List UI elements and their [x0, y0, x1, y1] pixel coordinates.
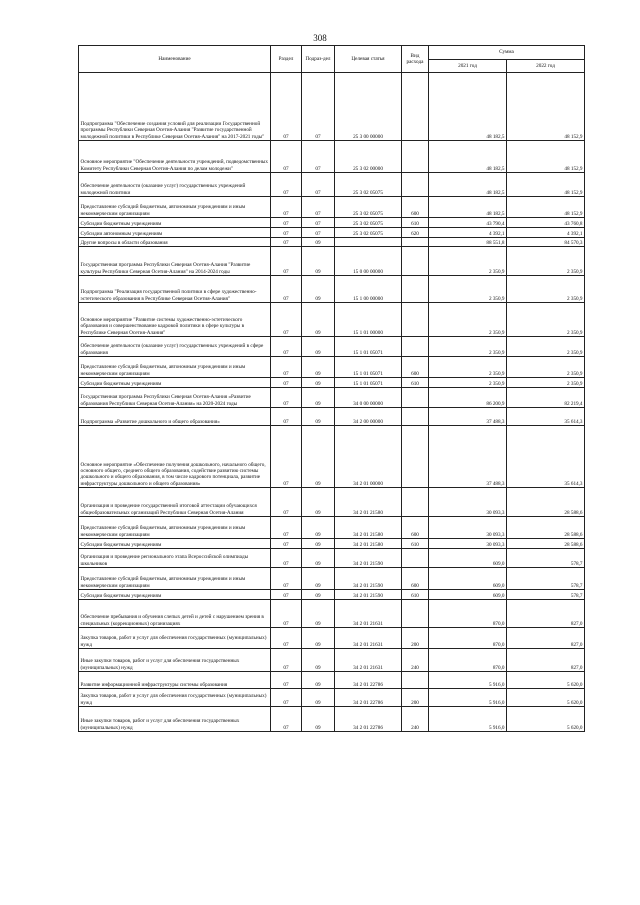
row-sum-2022: 35 614,3	[507, 426, 585, 488]
row-sum-2021: 5 916,0	[429, 707, 507, 732]
row-sum-2021: 5 916,0	[429, 672, 507, 689]
row-sum-2021: 2 350,9	[429, 276, 507, 303]
header-2021: 2021 год	[429, 60, 507, 73]
row-target-code: 34 2 01 21580	[335, 517, 402, 539]
row-name: Иные закупки товаров, работ и услуг для обеспечения государственных (муниципальных) нужд	[79, 707, 271, 732]
row-sum-2021: 30 093,3	[429, 488, 507, 517]
row-section: 07	[271, 378, 302, 388]
table-row	[79, 218, 585, 228]
row-expense-type: 200	[402, 689, 429, 707]
row-sum-2021: 870,0	[429, 649, 507, 672]
row-expense-type	[402, 303, 429, 337]
row-expense-type	[402, 388, 429, 408]
row-name: Обеспечение деятельности (оказание услуг) государственных учреждений в сфере образования	[79, 337, 271, 357]
row-sum-2021: 86 200,9	[429, 388, 507, 408]
row-subsection: 09	[302, 357, 335, 378]
row-sum-2021: 37 488,3	[429, 426, 507, 488]
row-section: 07	[271, 600, 302, 628]
row-target-code: 34 2 01 21631	[335, 628, 402, 649]
row-sum-2021: 2 350,9	[429, 378, 507, 388]
row-target-code: 15 0 00 00000	[335, 247, 402, 276]
row-sum-2021: 48 182,5	[429, 197, 507, 218]
row-sum-2021: 48 182,5	[429, 173, 507, 197]
table-row	[79, 600, 585, 628]
table-body	[79, 73, 585, 732]
header-name: Наименование	[79, 46, 271, 73]
row-target-code: 25 3 00 00000	[335, 73, 402, 141]
row-name: Основное мероприятие «Обеспечение получения дошкольного, начального общего, основного общего, среднего общего образования, содействие развитию системы дошкольного и общего образования, в том числе кадрового потенциала, развитие инфраструктуры дошкольного и общего образования»	[79, 426, 271, 488]
row-expense-type	[402, 408, 429, 426]
row-subsection: 07	[302, 173, 335, 197]
row-expense-type	[402, 488, 429, 517]
table-row	[79, 672, 585, 689]
table-row	[79, 276, 585, 303]
row-sum-2022: 28 588,6	[507, 539, 585, 549]
row-target-code: 34 2 01 22786	[335, 689, 402, 707]
row-name: Обеспечение деятельности (оказание услуг) государственных учреждений молодежной политики	[79, 173, 271, 197]
row-expense-type	[402, 426, 429, 488]
row-sum-2022: 2 350,9	[507, 276, 585, 303]
table-row	[79, 590, 585, 600]
row-sum-2022: 48 152,9	[507, 73, 585, 141]
row-section: 07	[271, 568, 302, 590]
row-section: 07	[271, 539, 302, 549]
row-subsection: 09	[302, 600, 335, 628]
row-expense-type	[402, 600, 429, 628]
row-sum-2022: 827,0	[507, 628, 585, 649]
row-target-code: 34 2 01 22786	[335, 707, 402, 732]
row-section: 07	[271, 228, 302, 238]
row-sum-2021: 43 790,4	[429, 218, 507, 228]
row-name: Организация и проведение регионального этапа Всероссийской олимпиады школьников	[79, 549, 271, 568]
table-row	[79, 689, 585, 707]
row-name: Основное мероприятие "Развитие системы художественно-эстетического образования и совершенствование кадровой политики в сфере культуры в Республике Северная Осетия-Алания"	[79, 303, 271, 337]
budget-table	[78, 45, 585, 732]
row-subsection: 09	[302, 707, 335, 732]
row-expense-type: 240	[402, 649, 429, 672]
row-sum-2022: 48 152,9	[507, 197, 585, 218]
row-target-code: 15 1 01 05071	[335, 357, 402, 378]
row-section: 07	[271, 276, 302, 303]
row-target-code: 34 2 01 00000	[335, 426, 402, 488]
row-target-code: 25 3 02 05075	[335, 197, 402, 218]
row-sum-2022: 5 620,0	[507, 672, 585, 689]
row-name: Предоставление субсидий бюджетным, автономным учреждениям и иным некоммерческим организациям	[79, 197, 271, 218]
row-sum-2022: 578,7	[507, 590, 585, 600]
row-expense-type	[402, 73, 429, 141]
table-row	[79, 337, 585, 357]
row-subsection: 09	[302, 590, 335, 600]
row-subsection: 07	[302, 73, 335, 141]
row-sum-2022: 84 570,3	[507, 238, 585, 247]
table-row	[79, 378, 585, 388]
row-target-code: 25 3 02 00000	[335, 141, 402, 173]
row-sum-2021: 4 392,1	[429, 228, 507, 238]
row-expense-type	[402, 672, 429, 689]
row-subsection: 09	[302, 568, 335, 590]
row-expense-type	[402, 337, 429, 357]
row-sum-2022: 35 614,3	[507, 408, 585, 426]
page-number: 308	[313, 33, 327, 43]
row-section: 07	[271, 141, 302, 173]
row-subsection: 09	[302, 517, 335, 539]
row-sum-2021: 30 093,3	[429, 517, 507, 539]
table-row	[79, 517, 585, 539]
row-section: 07	[271, 73, 302, 141]
row-section: 07	[271, 707, 302, 732]
row-expense-type: 620	[402, 228, 429, 238]
row-sum-2022: 48 152,9	[507, 141, 585, 173]
row-target-code	[335, 238, 402, 247]
row-section: 07	[271, 337, 302, 357]
table-row	[79, 228, 585, 238]
row-expense-type	[402, 549, 429, 568]
row-target-code: 34 2 00 00000	[335, 408, 402, 426]
row-name: Субсидии бюджетным учреждениям	[79, 539, 271, 549]
row-sum-2022: 4 392,1	[507, 228, 585, 238]
row-subsection: 09	[302, 378, 335, 388]
table-row	[79, 197, 585, 218]
row-section: 07	[271, 426, 302, 488]
row-name: Закупка товаров, работ и услуг для обеспечения государственных (муниципальных) нужд	[79, 689, 271, 707]
row-subsection: 09	[302, 689, 335, 707]
row-sum-2022: 2 350,9	[507, 337, 585, 357]
row-name: Другие вопросы в области образования	[79, 238, 271, 247]
row-sum-2022: 578,7	[507, 549, 585, 568]
row-name: Подпрограмма «Развитие дошкольного и общего образования»	[79, 408, 271, 426]
table-row	[79, 388, 585, 408]
row-subsection: 09	[302, 337, 335, 357]
header-target: Целевая статья	[335, 46, 402, 73]
row-sum-2022: 5 620,0	[507, 689, 585, 707]
row-name: Предоставление субсидий бюджетным, автономным учреждениям и иным некоммерческим организациям	[79, 357, 271, 378]
row-section: 07	[271, 590, 302, 600]
row-section: 07	[271, 357, 302, 378]
table-row	[79, 173, 585, 197]
row-name: Субсидии автономным учреждениям	[79, 228, 271, 238]
row-expense-type: 600	[402, 517, 429, 539]
row-name: Предоставление субсидий бюджетным, автономным учреждениям и иным некоммерческим организациям	[79, 568, 271, 590]
row-sum-2021: 48 182,5	[429, 73, 507, 141]
row-sum-2021: 609,0	[429, 568, 507, 590]
table-row	[79, 238, 585, 247]
header-2022: 2022 год	[507, 60, 585, 73]
row-subsection: 09	[302, 388, 335, 408]
row-target-code: 25 3 02 05075	[335, 218, 402, 228]
row-subsection: 09	[302, 247, 335, 276]
row-subsection: 09	[302, 628, 335, 649]
row-sum-2021: 870,0	[429, 628, 507, 649]
row-section: 07	[271, 303, 302, 337]
row-subsection: 09	[302, 238, 335, 247]
row-sum-2021: 2 350,9	[429, 303, 507, 337]
row-sum-2022: 48 152,9	[507, 173, 585, 197]
row-section: 07	[271, 488, 302, 517]
row-sum-2021: 870,0	[429, 600, 507, 628]
row-sum-2022: 28 588,6	[507, 517, 585, 539]
row-section: 07	[271, 218, 302, 228]
row-section: 07	[271, 173, 302, 197]
row-section: 07	[271, 197, 302, 218]
row-expense-type	[402, 238, 429, 247]
row-name: Обеспечение пребывания и обучения слепых детей и детей с нарушением зрения в специальных (коррекционных) организациях	[79, 600, 271, 628]
table-row	[79, 426, 585, 488]
row-name: Развитие информационной инфраструктуры системы образования	[79, 672, 271, 689]
row-expense-type: 610	[402, 590, 429, 600]
row-name: Государственная программа Республики Северная Осетия-Алания "Развитие культуры Республики Северная Осетия-Алания" на 2014-2024 годы	[79, 247, 271, 276]
row-subsection: 09	[302, 426, 335, 488]
row-target-code: 15 1 01 05071	[335, 378, 402, 388]
row-expense-type: 610	[402, 218, 429, 228]
row-expense-type: 240	[402, 707, 429, 732]
table-row	[79, 247, 585, 276]
row-subsection: 09	[302, 276, 335, 303]
table-row	[79, 549, 585, 568]
table-row	[79, 649, 585, 672]
row-sum-2021: 37 488,3	[429, 408, 507, 426]
row-sum-2021: 2 350,9	[429, 357, 507, 378]
row-expense-type: 200	[402, 628, 429, 649]
table-row	[79, 357, 585, 378]
table-row	[79, 539, 585, 549]
row-name: Предоставление субсидий бюджетным, автономным учреждениям и иным некоммерческим организациям	[79, 517, 271, 539]
row-sum-2021: 609,0	[429, 590, 507, 600]
row-section: 07	[271, 247, 302, 276]
table-row	[79, 408, 585, 426]
row-subsection: 09	[302, 549, 335, 568]
row-sum-2021: 48 182,5	[429, 141, 507, 173]
row-sum-2022: 2 350,9	[507, 357, 585, 378]
row-name: Иные закупки товаров, работ и услуг для обеспечения государственных (муниципальных) нужд	[79, 649, 271, 672]
header-expense-type: Вид расхода	[402, 46, 429, 73]
row-subsection: 09	[302, 488, 335, 517]
row-section: 07	[271, 649, 302, 672]
row-expense-type: 600	[402, 197, 429, 218]
table-row	[79, 141, 585, 173]
header-section: Раздел	[271, 46, 302, 73]
row-expense-type: 600	[402, 357, 429, 378]
row-expense-type	[402, 247, 429, 276]
row-target-code: 34 2 01 21631	[335, 649, 402, 672]
row-sum-2022: 2 350,9	[507, 247, 585, 276]
row-subsection: 09	[302, 672, 335, 689]
row-name: Государственная программа Республики Северная Осетия-Алания «Развитие образования Республики Северная Осетия-Алания» на 2020-2024 годы	[79, 388, 271, 408]
row-target-code: 34 2 01 21590	[335, 568, 402, 590]
row-sum-2021: 30 093,3	[429, 539, 507, 549]
row-sum-2021: 5 916,0	[429, 689, 507, 707]
row-target-code: 34 2 01 21580	[335, 539, 402, 549]
row-expense-type	[402, 276, 429, 303]
row-sum-2021: 609,0	[429, 549, 507, 568]
row-name: Организация и проведение государственной итоговой аттестации обучающихся общеобразовательных организаций Республики Северная Осетия-Алания	[79, 488, 271, 517]
table-row	[79, 568, 585, 590]
row-section: 07	[271, 238, 302, 247]
row-target-code: 34 2 01 22786	[335, 672, 402, 689]
row-section: 07	[271, 408, 302, 426]
row-expense-type	[402, 141, 429, 173]
row-section: 07	[271, 517, 302, 539]
row-name: Субсидии бюджетным учреждениям	[79, 218, 271, 228]
row-sum-2022: 2 350,9	[507, 303, 585, 337]
row-subsection: 09	[302, 649, 335, 672]
row-sum-2022: 827,0	[507, 649, 585, 672]
table-row	[79, 73, 585, 141]
row-sum-2022: 82 219,4	[507, 388, 585, 408]
row-expense-type	[402, 173, 429, 197]
row-subsection: 09	[302, 408, 335, 426]
row-name: Основное мероприятие "Обеспечение деятельности учреждений, подведомственных Комитету Республики Северная Осетия-Алания по делам молодежи"	[79, 141, 271, 173]
row-target-code: 34 0 00 00000	[335, 388, 402, 408]
row-sum-2022: 578,7	[507, 568, 585, 590]
row-name: Субсидии бюджетным учреждениям	[79, 378, 271, 388]
row-subsection: 07	[302, 228, 335, 238]
row-subsection: 07	[302, 218, 335, 228]
table-row	[79, 628, 585, 649]
row-subsection: 09	[302, 539, 335, 549]
row-target-code: 34 2 01 21580	[335, 488, 402, 517]
row-target-code: 15 1 00 00000	[335, 276, 402, 303]
row-name: Подпрограмма "Обеспечение создания условий для реализации Государственной программы Республики Северная Осетия-Алания "Развитие государственной молодежной политики в Республике Северная Осетия-Алания" на 2017-2021 годы"	[79, 73, 271, 141]
row-sum-2022: 28 588,6	[507, 488, 585, 517]
row-section: 07	[271, 549, 302, 568]
table-row	[79, 303, 585, 337]
row-sum-2022: 43 760,8	[507, 218, 585, 228]
table-row	[79, 488, 585, 517]
row-sum-2021: 2 350,9	[429, 247, 507, 276]
row-sum-2022: 827,0	[507, 600, 585, 628]
row-expense-type: 600	[402, 568, 429, 590]
row-target-code: 25 3 02 05075	[335, 173, 402, 197]
row-section: 07	[271, 388, 302, 408]
row-target-code: 25 3 02 05075	[335, 228, 402, 238]
row-subsection: 07	[302, 141, 335, 173]
row-subsection: 09	[302, 303, 335, 337]
row-target-code: 34 2 01 21590	[335, 549, 402, 568]
row-target-code: 15 1 01 05071	[335, 337, 402, 357]
row-sum-2022: 5 620,0	[507, 707, 585, 732]
row-sum-2021: 88 551,8	[429, 238, 507, 247]
row-sum-2022: 2 350,9	[507, 378, 585, 388]
header-subsection: Подраз-дел	[302, 46, 335, 73]
row-name: Субсидии бюджетным учреждениям	[79, 590, 271, 600]
row-target-code: 15 1 01 00000	[335, 303, 402, 337]
row-expense-type: 610	[402, 539, 429, 549]
row-target-code: 34 2 01 21631	[335, 600, 402, 628]
row-name: Закупка товаров, работ и услуг для обеспечения государственных (муниципальных) нужд	[79, 628, 271, 649]
row-section: 07	[271, 628, 302, 649]
row-expense-type: 610	[402, 378, 429, 388]
table-row	[79, 707, 585, 732]
row-target-code: 34 2 01 21590	[335, 590, 402, 600]
row-section: 07	[271, 672, 302, 689]
row-subsection: 07	[302, 197, 335, 218]
header-sum: Сумма	[429, 46, 585, 60]
row-section: 07	[271, 689, 302, 707]
row-sum-2021: 2 350,9	[429, 337, 507, 357]
row-name: Подпрограмма "Реализация государственной политики в сфере художественно-эстетического образования в Республике Северная Осетия-Алания"	[79, 276, 271, 303]
